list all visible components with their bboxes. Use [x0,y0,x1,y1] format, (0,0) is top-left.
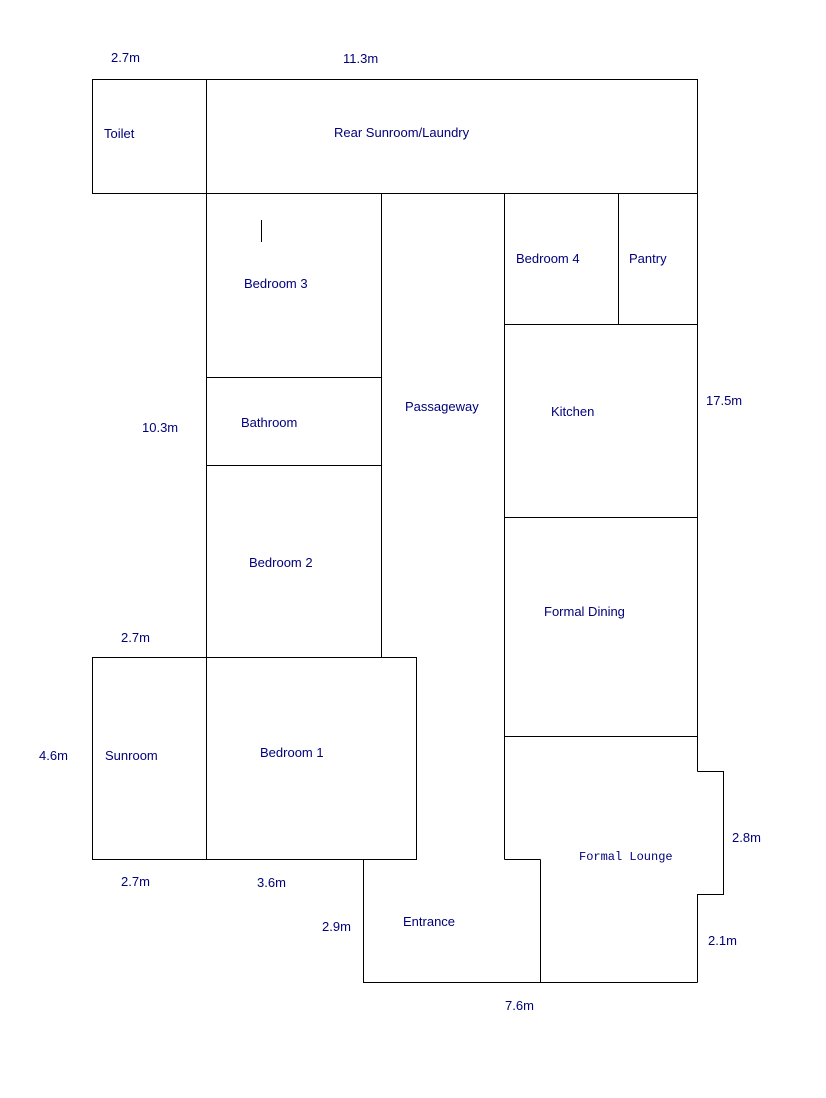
dimension-front-width: 7.6m [505,998,534,1013]
room-label-toilet: Toilet [104,126,135,141]
dimension-sunroom-depth: 4.6m [39,748,68,763]
room-label-passageway: Passageway [405,399,479,414]
room-label-entrance: Entrance [403,914,456,929]
room-label-bedroom4: Bedroom 4 [516,251,580,266]
room-label-bedroom3: Bedroom 3 [244,276,308,291]
dimension-labels [39,50,761,1013]
dimension-bay-depth: 2.8m [732,830,761,845]
room-label-bedroom1: Bedroom 1 [260,745,324,760]
lounge-bay-window [698,772,724,983]
room-label-sunroom: Sunroom [105,748,158,763]
dimension-bedroom1-width: 3.6m [257,875,286,890]
room-label-kitchen: Kitchen [551,404,595,419]
room-label-formal-dining: Formal Dining [544,604,625,619]
dimension-left-depth: 10.3m [142,420,179,435]
room-label-formal-lounge: Formal Lounge [579,850,673,864]
dimension-lounge-side: 2.1m [708,933,737,948]
dimension-total-depth: 17.5m [706,393,743,408]
room-label-pantry: Pantry [629,251,667,266]
dimension-sunroom-width-top: 2.7m [121,630,150,645]
walls [93,80,724,983]
room-label-bedroom2: Bedroom 2 [249,555,313,570]
dimension-toilet-width: 2.7m [111,50,140,65]
room-labels [104,125,673,929]
dimension-total-width: 11.3m [343,51,379,66]
room-label-bathroom: Bathroom [241,415,298,430]
dimension-sunroom-width-bottom: 2.7m [121,874,150,889]
room-label-rear-sunroom-laundry: Rear Sunroom/Laundry [334,125,470,140]
dimension-entrance-depth: 2.9m [322,919,351,934]
